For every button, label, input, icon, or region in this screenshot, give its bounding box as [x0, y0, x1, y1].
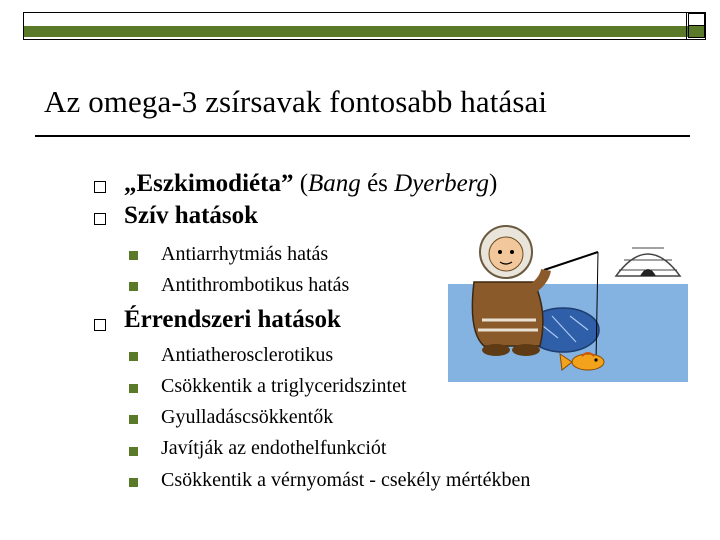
bullet-filled-square-icon [129, 282, 138, 291]
list-item: Gyulladáscsökkentők [161, 406, 334, 428]
eskimo-fishing-illustration [448, 212, 688, 402]
igloo-icon [616, 248, 680, 276]
eskimo-diet-label: Eszkimodiéta” [136, 170, 294, 197]
top-bar-divider [686, 12, 687, 40]
bullet-filled-square-icon [129, 415, 138, 424]
list-item: Antiarrhytmiás hatás [161, 243, 329, 265]
bullet-filled-square-icon [129, 478, 138, 487]
bullet-filled-square-icon [129, 251, 138, 260]
author-dyerberg: Dyerberg [394, 170, 490, 197]
paren-close: ) [489, 170, 498, 197]
eskimo-figure [472, 226, 546, 356]
top-bar-stripe [24, 26, 703, 37]
vascular-effects-heading: Érrendszeri hatások [124, 306, 341, 333]
bullet-filled-square-icon [129, 352, 138, 361]
list-item: Antiatherosclerotikus [161, 344, 334, 366]
bullet-filled-square-icon [129, 384, 138, 393]
quote-open: „ [124, 170, 137, 197]
bullet-hollow-square-icon [94, 181, 106, 193]
list-item: Csökkentik a triglyceridszintet [161, 375, 407, 397]
top-decor-bar [23, 12, 706, 40]
list-item: Antithrombotikus hatás [161, 274, 350, 296]
bullet-hollow-square-icon [94, 319, 106, 331]
heart-effects-heading: Szív hatások [124, 202, 259, 229]
list-item: Javítják az endothelfunkciót [161, 437, 387, 459]
top-bar-square-lower [688, 25, 705, 38]
author-bang: Bang [308, 170, 361, 197]
slide-title: Az omega-3 zsírsavak fontosabb hatásai [44, 84, 548, 119]
paren-open: ( [293, 170, 309, 197]
bullet-hollow-square-icon [94, 213, 106, 225]
bullet-filled-square-icon [129, 447, 138, 456]
title-underline [35, 135, 690, 137]
conjunction: és [360, 170, 395, 197]
list-item: Csökkentik a vérnyomást - csekély mértékben [161, 469, 531, 491]
bullet-eskimo-diet [124, 170, 497, 198]
